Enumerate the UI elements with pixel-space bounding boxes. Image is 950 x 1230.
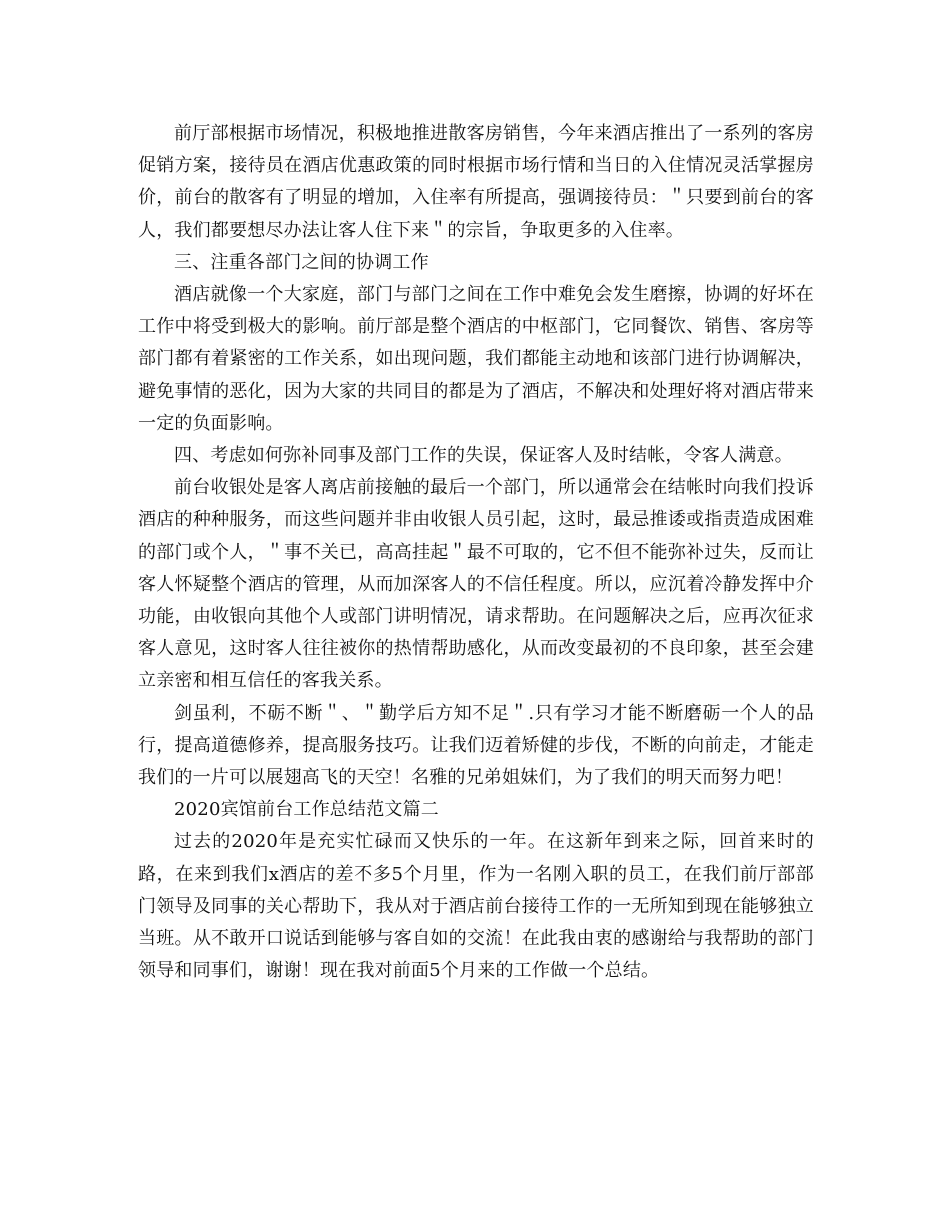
section-heading-coordination: 三、注重各部门之间的协调工作 [174, 251, 429, 273]
paragraph-marketing: 前厅部根据市场情况，积极地推进散客房销售，今年来酒店推出了一系列的客房促销方案，接待员在酒店优惠政策的同时根据市场行情和当日的入住情况灵活掌握房价，前台的散客有了明显的增加，入住率有所提高，强调接待员：＂只要到前台的客人，我们都要想尽办法让客人住下来＂的宗旨，争取更多的入住率。 [138, 123, 814, 241]
paragraph-year-summary: 过去的2020年是充实忙碌而又快乐的一年。在这新年到来之际，回首来时的路，在来到我们x酒店的差不多5个月里，作为一名刚入职的员工，在我们前厅部部门领导及同事的关心帮助下，我从对于酒店前台接待工作的一无所知到现在能够独立当班。从不敢开口说话到能够与客自如的交流！在此我由衷的感谢给与我帮助的部门领导和同事们，谢谢！现在我对前面5个月来的工作做一个总结。 [138, 831, 814, 982]
paragraph-coordination: 酒店就像一个大家庭，部门与部门之间在工作中难免会发生磨擦，协调的好坏在工作中将受到极大的影响。前厅部是整个酒店的中枢部门，它同餐饮、销售、客房等部门都有着紧密的工作关系，如出现问题，我们都能主动地和该部门进行协调解决，避免事情的恶化，因为大家的共同目的都是为了酒店，不解决和处理好将对酒店带来一定的负面影响。 [138, 284, 814, 434]
paragraph-cashier: 前台收银处是客人离店前接触的最后一个部门，所以通常会在结帐时向我们投诉酒店的种种服务，而这些问题并非由收银人员引起，这时，最忌推诿或指责造成困难的部门或个人，＂事不关已，高高挂起＂最不可取的，它不但不能弥补过失，反而让客人怀疑整个酒店的管理，从而加深客人的不信任程度。所以，应沉着冷静发挥中介功能，由收银向其他个人或部门讲明情况，请求帮助。在问题解决之后，应再次征求客人意见，这时客人往往被你的热情帮助感化，从而改变最初的不良印象，甚至会建立亲密和相互信任的客我关系。 [138, 477, 814, 692]
document-body [138, 118, 814, 987]
paragraph-learning: 剑虽利，不砺不断＂、＂勤学后方知不足＂.只有学习才能不断磨砺一个人的品行，提高道德修养，提高服务技巧。让我们迈着矫健的步伐，不断的向前走，才能走我们的一片可以展翅高飞的天空！名雅的兄弟姐妹们，为了我们的明天而努力吧！ [138, 702, 814, 789]
article-title-part-two: 2020宾馆前台工作总结范文篇二 [174, 799, 440, 821]
section-heading-errors: 四、考虑如何弥补同事及部门工作的失误，保证客人及时结帐，令客人满意。 [174, 445, 793, 467]
